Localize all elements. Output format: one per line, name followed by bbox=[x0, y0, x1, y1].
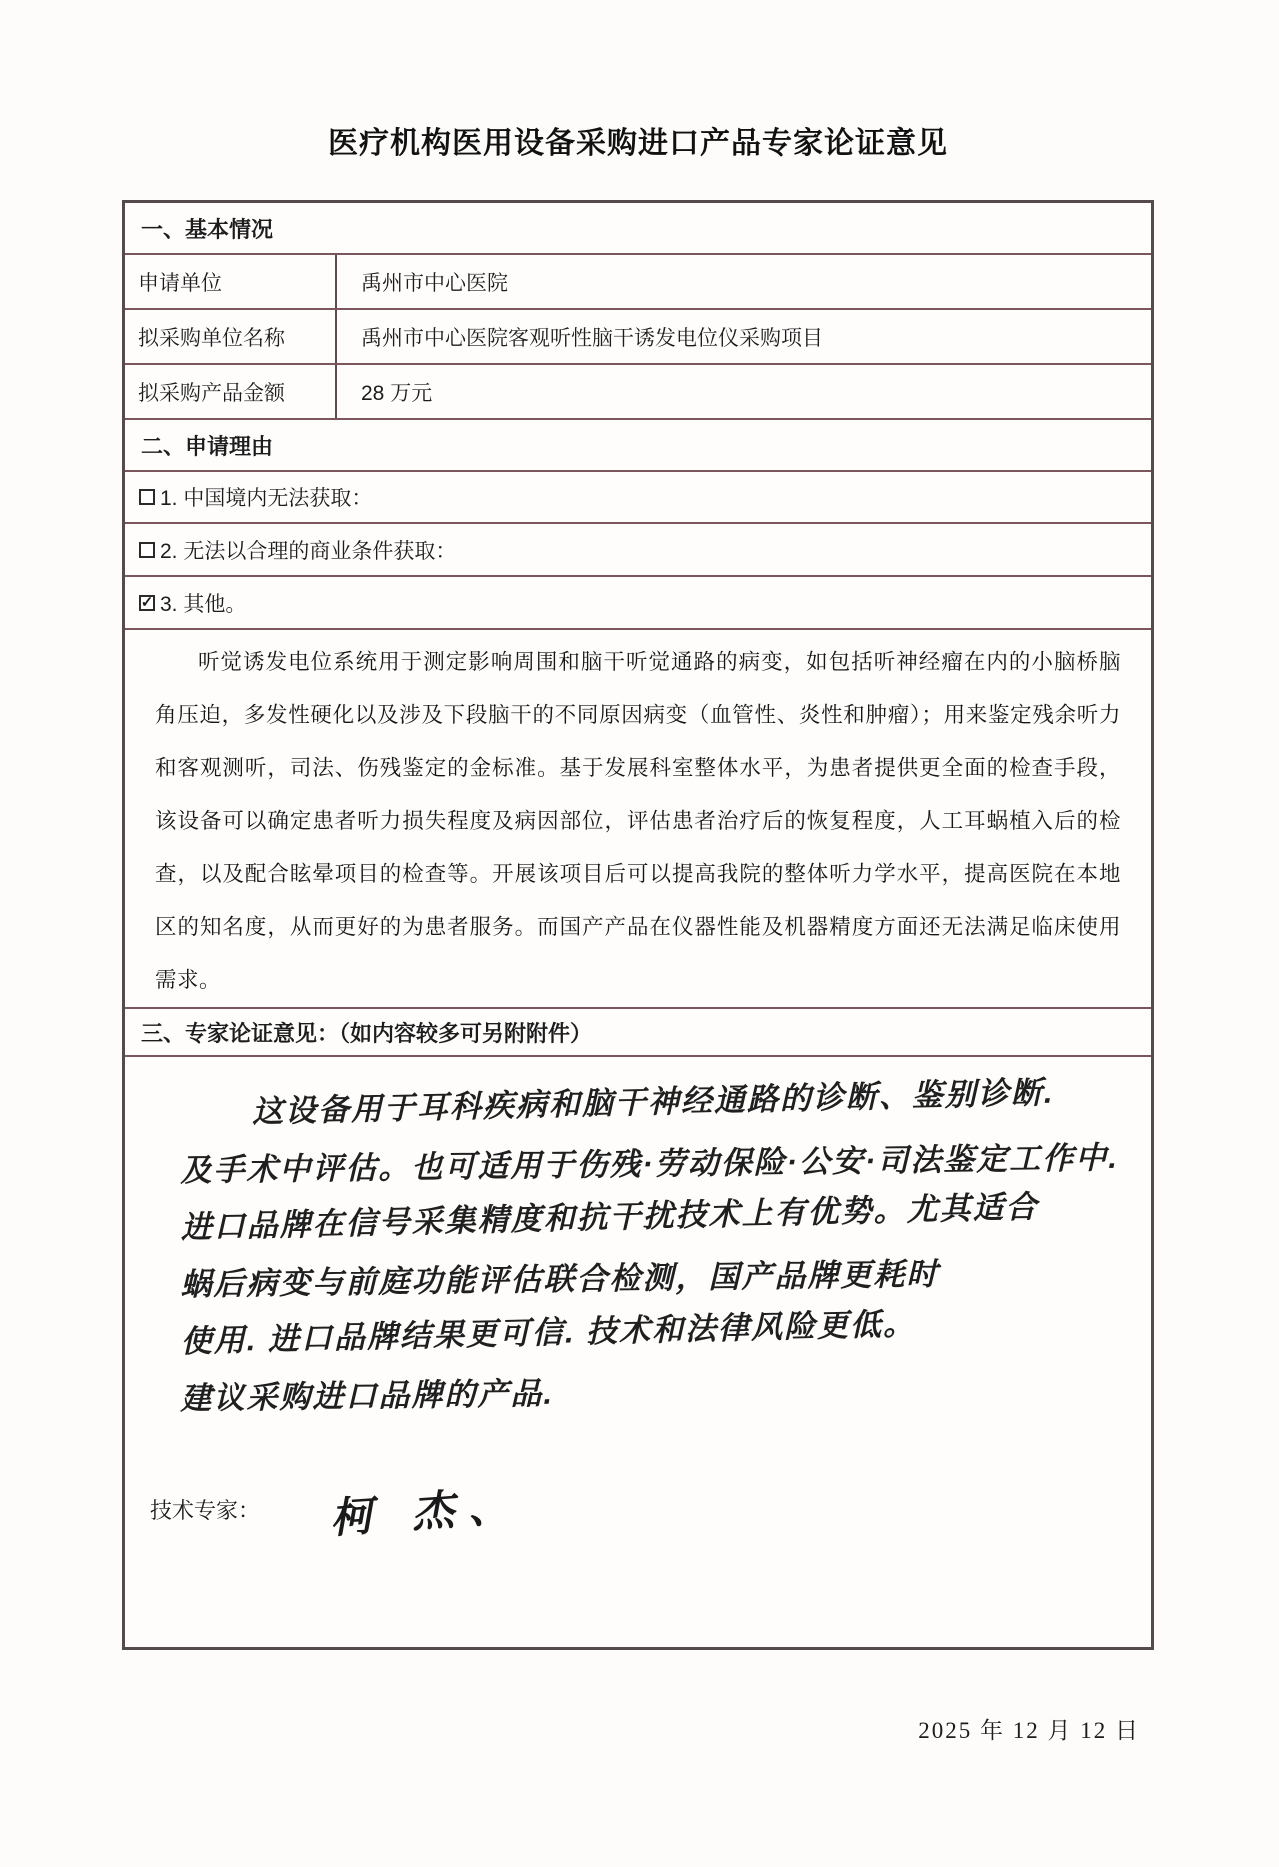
handwritten-line: 及手术中评估。也可适用于伤残·劳动保险·公安·司法鉴定工作中. bbox=[180, 1139, 1120, 1188]
amount-value: 28 万元 bbox=[361, 381, 433, 405]
handwritten-line: 这设备用于耳科疾病和脑干神经通路的诊断、鉴别诊断. bbox=[251, 1074, 1055, 1130]
project-name-label: 拟采购单位名称 bbox=[125, 310, 337, 363]
section-opinion-header-row bbox=[125, 1007, 1151, 1055]
applicant-value: 禹州市中心医院 bbox=[361, 271, 508, 295]
opinion-cell bbox=[125, 1057, 1139, 1647]
table-row-applicant bbox=[125, 253, 1151, 308]
applicant-label: 申请单位 bbox=[125, 255, 337, 308]
section-reason-header-row bbox=[125, 418, 1151, 470]
reason-description-row bbox=[125, 628, 1151, 1007]
expert-signature: 柯 杰、 bbox=[328, 1481, 526, 1542]
technical-expert-label: 技术专家： bbox=[150, 1497, 261, 1523]
reason-option-row-1 bbox=[125, 470, 1151, 522]
reason-description-text: 听觉诱发电位系统用于测定影响周围和脑干听觉通路的病变，如包括听神经瘤在内的小脑桥脑角压迫，多发性硬化以及涉及下段脑干的不同原因病变（血管性、炎性和肿瘤）；用来鉴定残余听力和客观测听，司法、伤残鉴定的金标准。基于发展科室整体水平，为患者提供更全面的检查手段，该设备可以确定患者听力损失程度及病因部位，评估患者治疗后的恢复程度，人工耳蜗植入后的检查，以及配合眩晕项目的检查等。开展该项目后可以提高我院的整体听力学水平，提高医院在本地区的知名度，从而更好的为患者服务。而国产产品在仪器性能及机器精度方面还无法满足临床使用需求。 bbox=[155, 650, 1121, 992]
reason-option-label: 2. 无法以合理的商业条件获取： bbox=[160, 539, 457, 563]
handwritten-line: 进口品牌在信号采集精度和抗干扰技术上有优势。尤其适合 bbox=[180, 1189, 1039, 1245]
section-basic-info-header-row bbox=[125, 203, 1151, 253]
reason-option-label: 3. 其他。 bbox=[160, 592, 247, 616]
section-basic-info-header: 一、基本情况 bbox=[141, 216, 274, 242]
signature-row bbox=[150, 1479, 1119, 1542]
reason-description bbox=[125, 630, 1151, 1007]
opinion-row bbox=[125, 1055, 1151, 1647]
handwritten-line: 使用. 进口品牌结果更可信. 技术和法律风险更低。 bbox=[180, 1306, 917, 1359]
reason-option-row-2 bbox=[125, 522, 1151, 575]
handwritten-line: 建议采购进口品牌的产品. bbox=[180, 1375, 555, 1416]
table-row-project-name bbox=[125, 308, 1151, 363]
document-date: 2025 年 12 月 12 日 bbox=[918, 1718, 1140, 1743]
handwritten-line: 蜗后病变与前庭功能评估联合检测，国产品牌更耗时 bbox=[180, 1256, 940, 1302]
document-title: 医疗机构医用设备采购进口产品专家论证意见 bbox=[328, 127, 948, 160]
checkbox-icon bbox=[139, 595, 155, 611]
amount-label: 拟采购产品金额 bbox=[125, 365, 337, 418]
table-row-amount bbox=[125, 363, 1151, 418]
section-opinion-header: 三、专家论证意见：（如内容较多可另附附件） bbox=[141, 1020, 593, 1046]
project-name-value: 禹州市中心医院客观听性脑干诱发电位仪采购项目 bbox=[361, 326, 823, 350]
checkbox-icon bbox=[139, 489, 155, 505]
checkbox-icon bbox=[139, 542, 155, 558]
reason-option-row-3 bbox=[125, 575, 1151, 628]
reason-option-label: 1. 中国境内无法获取： bbox=[160, 487, 373, 510]
section-reason-header: 二、申请理由 bbox=[141, 433, 274, 459]
form-table bbox=[122, 200, 1154, 1650]
